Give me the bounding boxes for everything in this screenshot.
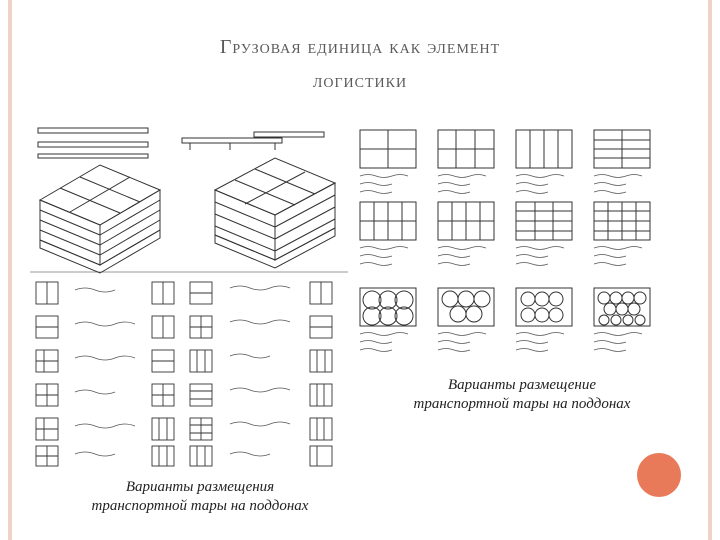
slide-title — [0, 30, 720, 98]
caption-right-line1: Варианты размещение — [447, 377, 596, 393]
caption-left — [40, 478, 360, 516]
slide-title-line2: логистики — [312, 70, 408, 92]
caption-right — [362, 376, 682, 414]
caption-left-line1: Варианты размещения — [125, 479, 275, 495]
arrangement-schemes-grid — [30, 272, 348, 466]
pallet-top-view-patterns-figure — [352, 118, 688, 368]
caption-left-line2: транспортной тары на поддонах — [91, 498, 309, 514]
pattern-row-2 — [360, 202, 650, 240]
pallet-loading-schemes-figure — [30, 120, 350, 470]
stacked-pallet-load-left — [40, 165, 160, 273]
pallet-profile-left — [38, 128, 148, 158]
stacked-pallet-load-right — [215, 158, 335, 268]
scheme-label-scribbles — [75, 286, 290, 456]
decorative-accent-circle — [637, 453, 681, 497]
caption-right-line2: транспортной тары на поддонах — [413, 396, 631, 412]
pallet-profile-right — [182, 132, 324, 150]
pattern-row-1 — [360, 130, 650, 168]
pattern-row-3-cylinders — [360, 288, 650, 326]
slide-title-line1: Грузовая единица как элемент — [219, 36, 501, 58]
